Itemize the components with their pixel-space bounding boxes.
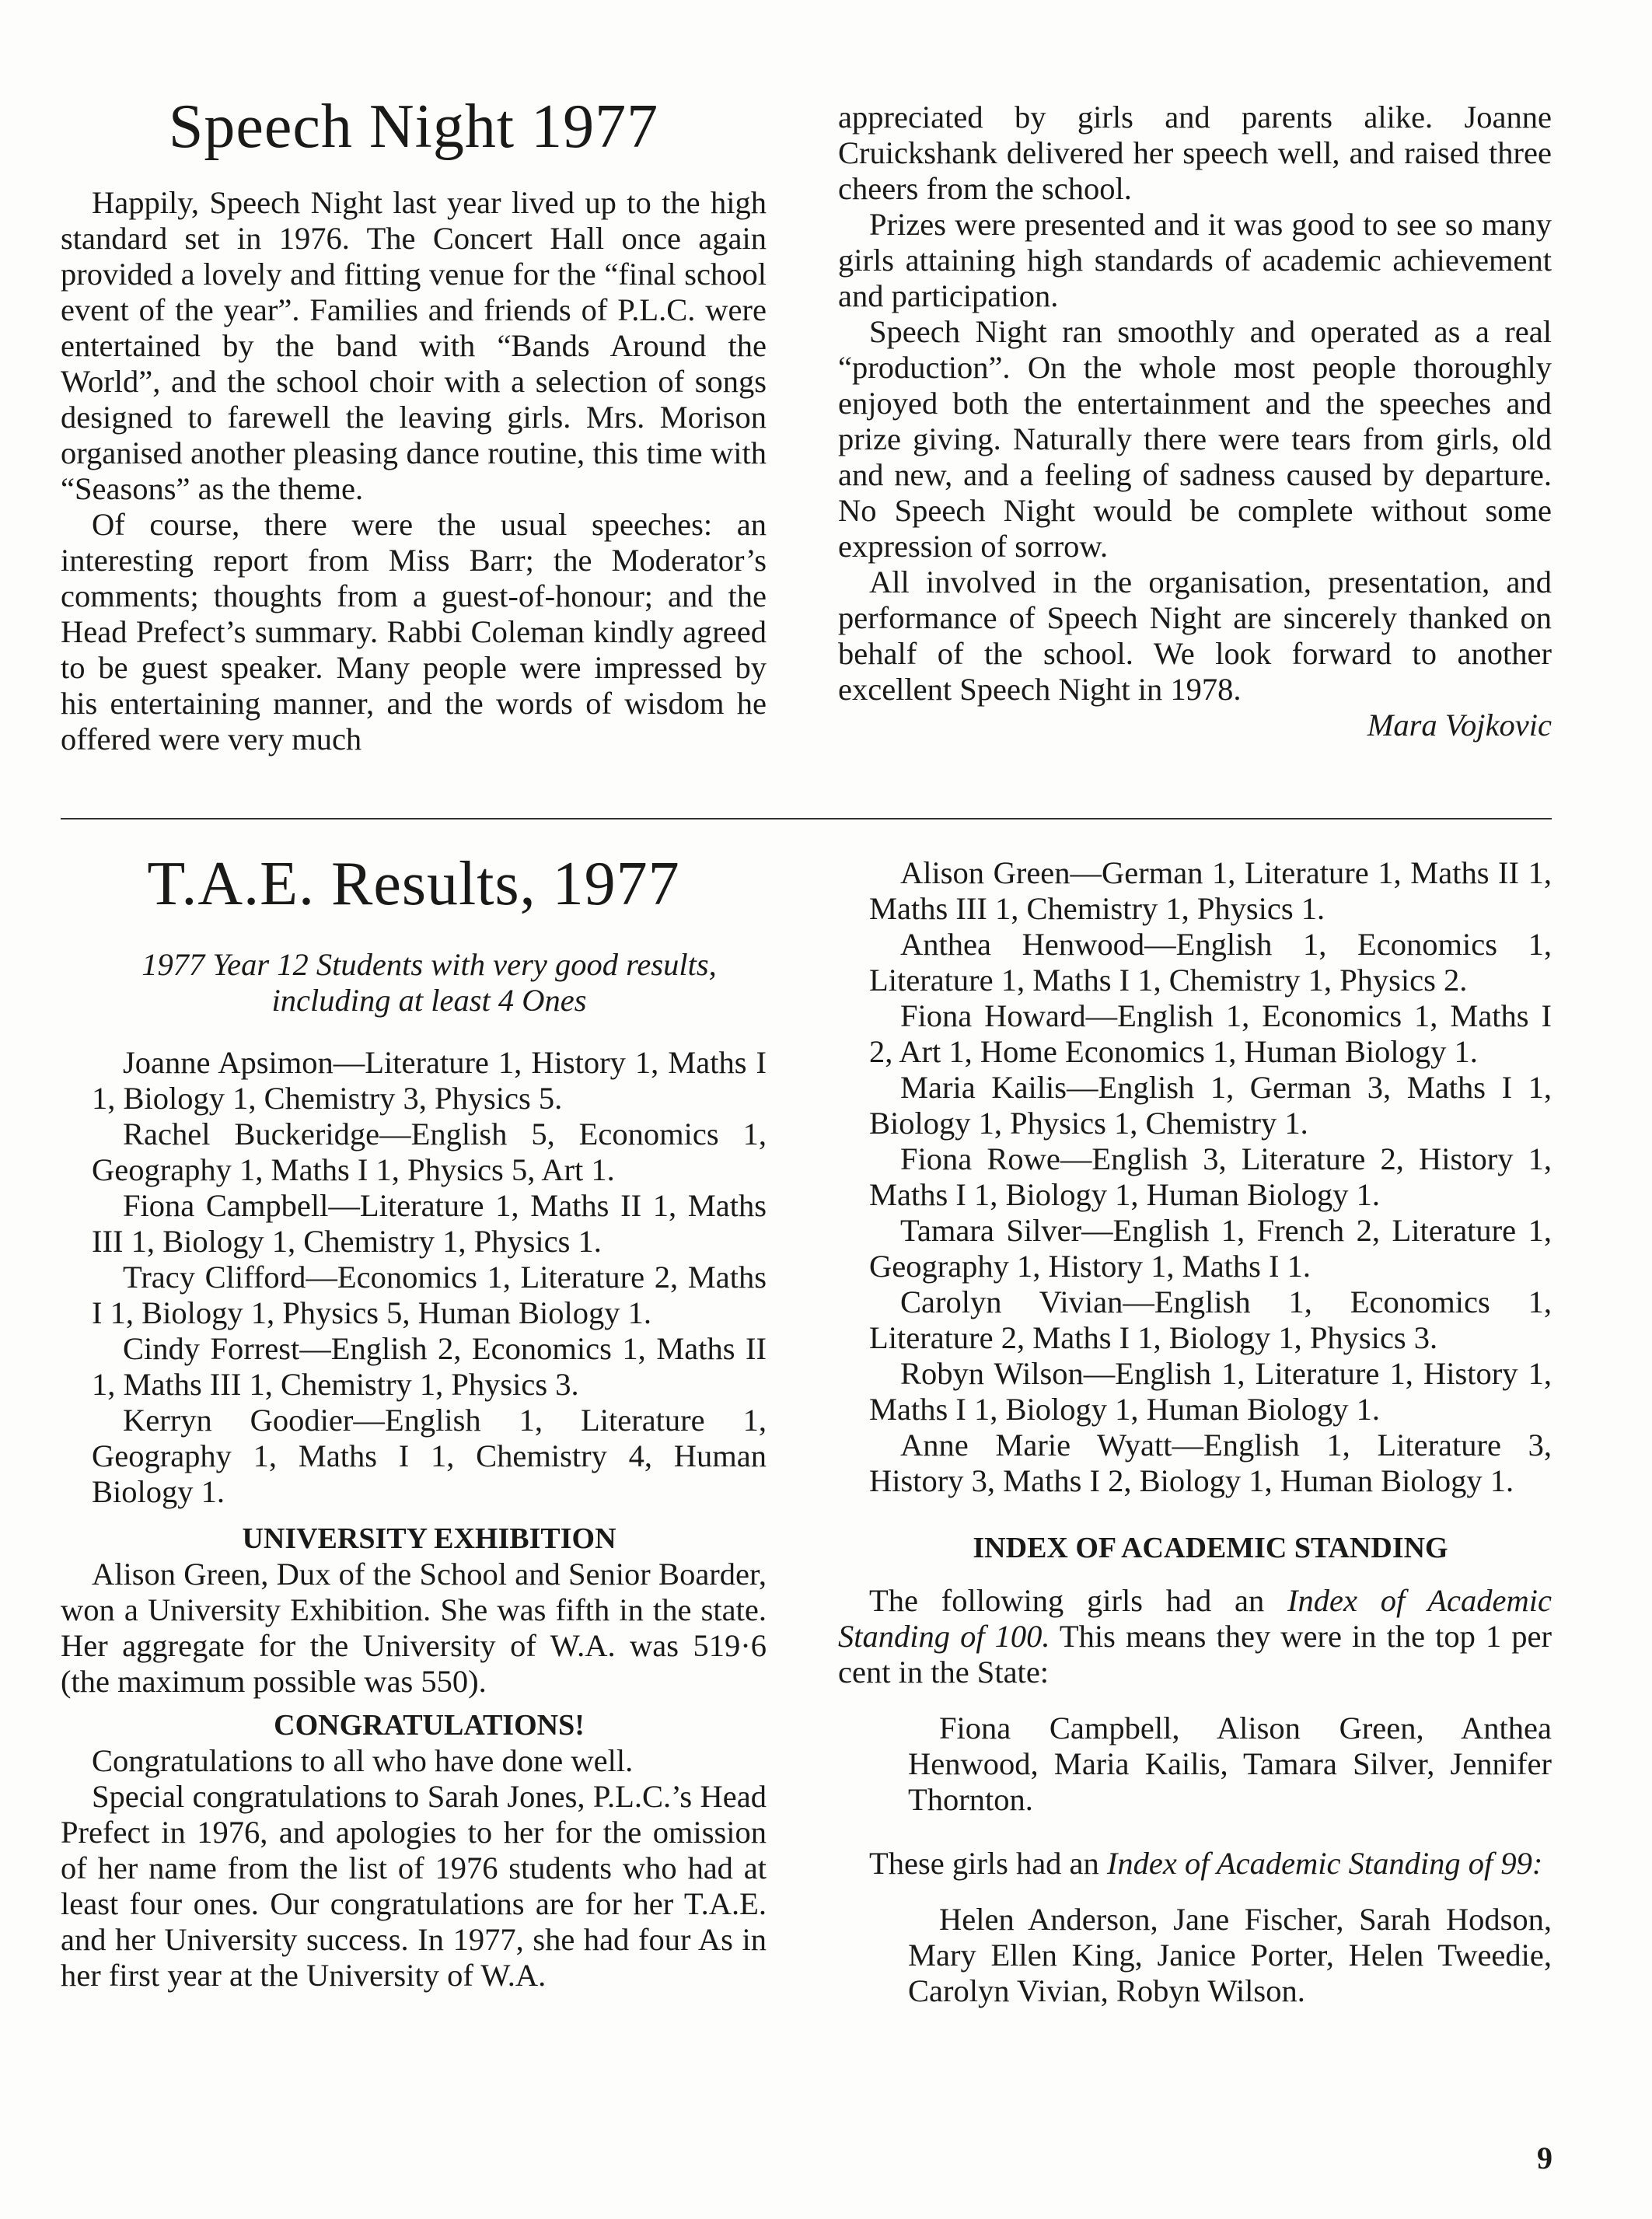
congratulations-heading: CONGRATULATIONS! [274,1709,585,1742]
speech-night-title: Speech Night 1977 [168,93,659,161]
section-divider [61,818,1552,819]
author-signature: Mara Vojkovic [1367,708,1552,743]
student-result: Robyn Wilson—English 1, Literature 1, History 1, Maths I 1, Biology 1, Human Biology 1. [869,1356,1552,1427]
student-result: Fiona Campbell—Literature 1, Maths II 1, Maths III 1, Biology 1, Chemistry 1, Physics 1. [92,1188,767,1259]
student-result: Kerryn Goodier—English 1, Literature 1, Geography 1, Maths I 1, Chemistry 4, Human Biology 1. [92,1403,767,1509]
student-result: Tracy Clifford—Economics 1, Literature 2, Maths I 1, Biology 1, Physics 5, Human Biology 1. [92,1260,767,1330]
student-result: Joanne Apsimon—Literature 1, History 1, Maths I 1, Biology 1, Chemistry 3, Physics 5. [92,1045,767,1116]
congratulations-paragraph: Congratulations to all who have done well. [92,1743,634,1778]
index-99-names: Helen Anderson, Jane Fischer, Sarah Hodson, Mary Ellen King, Janice Porter, Helen Tweedie, Carolyn Vivian, Robyn Wilson. [908,1902,1552,2008]
speech-night-paragraph: appreciated by girls and parents alike. Joanne Cruickshank delivered her speech well, and raised three cheers from the school. [838,100,1552,206]
student-result: Fiona Howard—English 1, Economics 1, Maths I 2, Art 1, Home Economics 1, Human Biology 1. [869,998,1552,1069]
speech-night-left-column [61,92,767,757]
speech-night-right-column [838,100,1552,743]
tae-right-column [838,855,1552,2009]
index-100-names: Fiona Campbell, Alison Green, Anthea Henwood, Maria Kailis, Tamara Silver, Jennifer Thornton. [908,1711,1552,1817]
speech-night-paragraph: All involved in the organisation, presentation, and performance of Speech Night are sincerely thanked on behalf of the school. We look forward to another excellent Speech Night in 1978. [838,564,1552,707]
university-exhibition-heading: UNIVERSITY EXHIBITION [242,1522,616,1555]
index-intro-100: The following girls had an Index of Academic Standing of 100. This means they were in the top 1 per cent in the State: [838,1583,1552,1690]
student-result: Anthea Henwood—English 1, Economics 1, Literature 1, Maths I 1, Chemistry 1, Physics 2. [869,927,1552,998]
index-intro-99: These girls had an Index of Academic Standing of 99: [869,1846,1543,1881]
student-result: Alison Green—German 1, Literature 1, Maths II 1, Maths III 1, Chemistry 1, Physics 1. [869,855,1552,926]
tae-results-title: T.A.E. Results, 1977 [147,850,680,918]
tae-subtitle-line1: 1977 Year 12 Students with very good results, [141,947,717,982]
index-heading: INDEX OF ACADEMIC STANDING [973,1532,1448,1564]
speech-night-paragraph: Prizes were presented and it was good to see so many girls attaining high standards of academic achievement and participation. [838,207,1552,313]
student-result: Rachel Buckeridge—English 5, Economics 1, Geography 1, Maths I 1, Physics 5, Art 1. [92,1116,767,1187]
congratulations-paragraph: Special congratulations to Sarah Jones, P.L.C.’s Head Prefect in 1976, and apologies to her for the omission of her name from the list of 1976 students who had at least four ones. Our congratulations are for her T.A.E. and her University success. In 1977, she had four As in her first year at the University of W.A. [61,1779,767,1993]
speech-night-paragraph: Happily, Speech Night last year lived up to the high standard set in 1976. The Concert Hall once again provided a lovely and fitting venue for the “final school event of the year”. Families and friends of P.L.C. were entertained by the band with “Bands Around the World”, and the school choir with a selection of songs designed to farewell the leaving girls. Mrs. Morison organised another pleasing dance routine, this time with “Seasons” as the theme. [61,185,767,506]
student-result: Carolyn Vivian—English 1, Economics 1, Literature 2, Maths I 1, Biology 1, Physics 3. [869,1284,1552,1355]
student-result: Anne Marie Wyatt—English 1, Literature 3, History 3, Maths I 2, Biology 1, Human Biology 1. [869,1427,1552,1498]
speech-night-paragraph: Speech Night ran smoothly and operated as a real “production”. On the whole most people thoroughly enjoyed both the entertainment and the speeches and prize giving. Naturally there were tears from girls, old and new, and a feeling of sadness caused by departure. No Speech Night would be complete without some expression of sorrow. [838,314,1552,564]
tae-left-column [61,849,767,1994]
student-result: Fiona Rowe—English 3, Literature 2, History 1, Maths I 1, Biology 1, Human Biology 1. [869,1141,1552,1212]
page-number: 9 [1537,2140,1552,2175]
student-result: Tamara Silver—English 1, French 2, Literature 1, Geography 1, History 1, Maths I 1. [869,1213,1552,1284]
student-result: Cindy Forrest—English 2, Economics 1, Maths II 1, Maths III 1, Chemistry 1, Physics 3. [92,1331,767,1402]
university-exhibition-text: Alison Green, Dux of the School and Senior Boarder, won a University Exhibition. She was fifth in the state. Her aggregate for the University of W.A. was 519·6 (the maximum possible was 550). [61,1557,767,1699]
tae-subtitle-line2: including at least 4 Ones [271,983,587,1018]
speech-night-paragraph: Of course, there were the usual speeches: an interesting report from Miss Barr; the Moderator’s comments; thoughts from a guest-of-honour; and the Head Prefect’s summary. Rabbi Coleman kindly agreed to be guest speaker. Many people were impressed by his entertaining manner, and the words of wisdom he offered were very much [61,507,767,757]
student-result: Maria Kailis—English 1, German 3, Maths I 1, Biology 1, Physics 1, Chemistry 1. [869,1070,1552,1141]
